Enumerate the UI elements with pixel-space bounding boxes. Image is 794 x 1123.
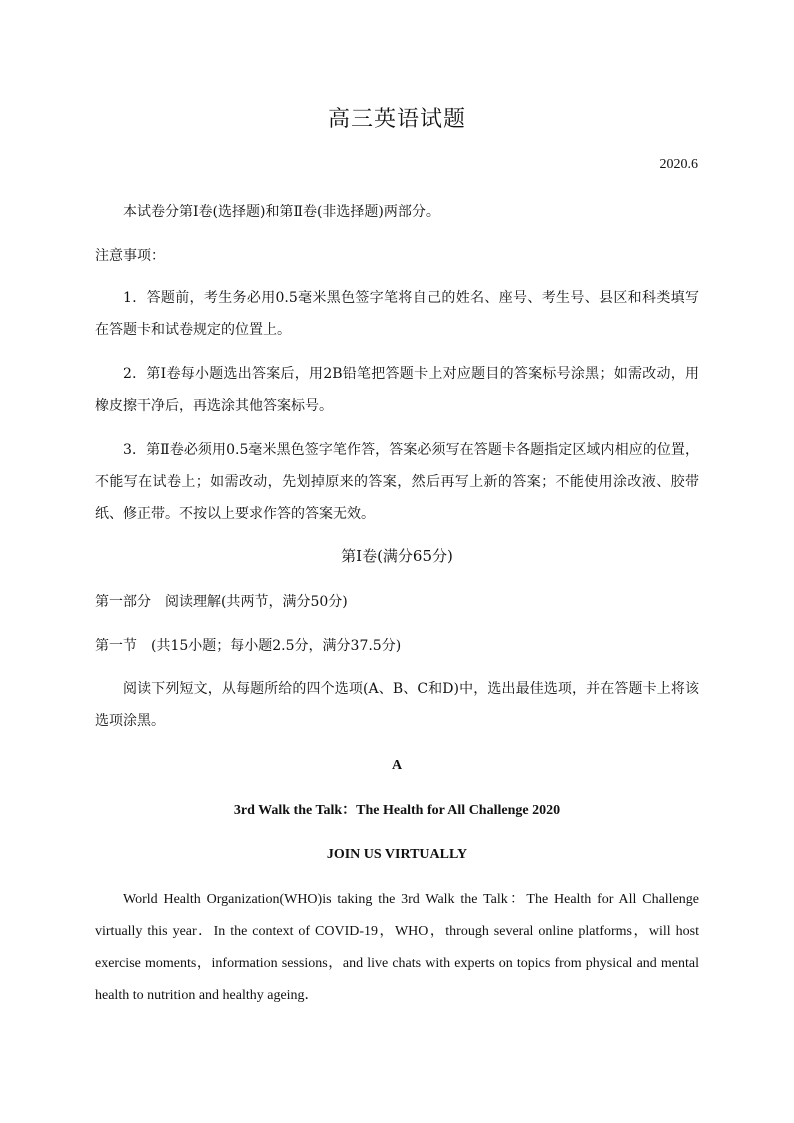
section-one-heading: 第一节 (共15小题；每小题2.5分，满分37.5分) xyxy=(95,638,402,654)
exam-date: 2020.6 xyxy=(659,157,698,172)
part-one-heading: 第一部分 阅读理解(共两节，满分50分) xyxy=(95,594,348,610)
passage-subtitle: JOIN US VIRTUALLY xyxy=(326,847,468,862)
intro-paragraph: 本试卷分第Ⅰ卷(选择题)和第Ⅱ卷(非选择题)两部分。 xyxy=(123,204,440,220)
passage-letter: A xyxy=(391,758,403,773)
volume-heading: 第Ⅰ卷(满分65分) xyxy=(341,547,453,565)
passage-body: World Health Organization(WHO)is taking the 3rd Walk the Talk：The Health for All Challenge virtually this year．In the context of COVID-19，WHO，through several online platforms，will host exercise moments，information sessions，and live chats with experts on topics from physical and mental health to nutrition and healthy ageing． xyxy=(95,892,699,1003)
reading-instructions: 阅读下列短文，从每题所给的四个选项(A、B、C和D)中，选出最佳选项，并在答题卡上将该选项涂黑。 xyxy=(95,681,699,729)
notice-item-1: 1．答题前，考生务必用0.5毫米黑色签字笔将自己的姓名、座号、考生号、县区和科类填写在答题卡和试卷规定的位置上。 xyxy=(95,290,699,338)
page-title: 高三英语试题 xyxy=(327,107,466,132)
notice-item-2: 2．第Ⅰ卷每小题选出答案后，用2B铅笔把答题卡上对应题目的答案标号涂黑；如需改动，用橡皮擦干净后，再选涂其他答案标号。 xyxy=(95,366,699,414)
notice-item-3: 3．第Ⅱ卷必须用0.5毫米黑色签字笔作答，答案必须写在答题卡各题指定区域内相应的位置，不能写在试卷上；如需改动，先划掉原来的答案，然后再写上新的答案；不能使用涂改液、胶带纸、修正带。不按以上要求作答的答案无效。 xyxy=(95,442,699,522)
passage-title: 3rd Walk the Talk：The Health for All Challenge 2020 xyxy=(233,803,561,818)
notice-heading: 注意事项： xyxy=(95,248,165,264)
